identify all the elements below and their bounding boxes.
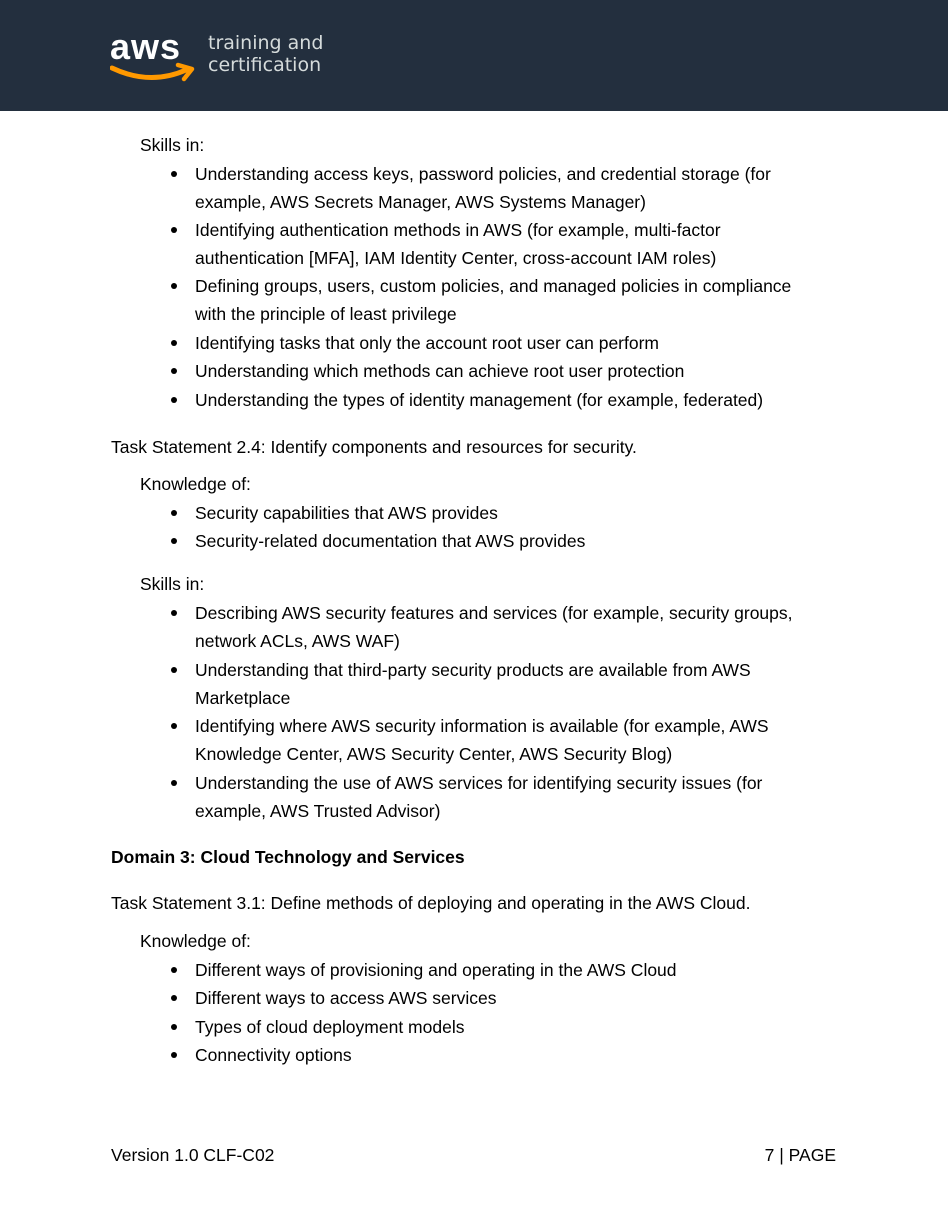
list-item-text: Understanding which methods can achieve root user protection [195, 361, 685, 381]
list-item-text: Identifying where AWS security information is available (for example, AWS [195, 716, 769, 736]
list-item-text: Connectivity options [195, 1045, 352, 1065]
bullet-icon [171, 1052, 177, 1058]
aws-smile-icon [110, 62, 200, 84]
bullet-icon [171, 780, 177, 786]
list-item-text: with the principle of least privilege [195, 304, 457, 324]
logo-tagline [208, 32, 368, 76]
footer-page-number: 7 | PAGE [764, 1145, 836, 1165]
list-item-text: example, AWS Secrets Manager, AWS Systems Manager) [195, 192, 646, 212]
list-item-text: network ACLs, AWS WAF) [195, 631, 400, 651]
page-header [0, 0, 948, 111]
list-item-text: Security-related documentation that AWS provides [195, 531, 586, 551]
list-item-text: Different ways of provisioning and operating in the AWS Cloud [195, 960, 677, 980]
knowledge-heading: Knowledge of: [140, 931, 251, 951]
list-item-text: Types of cloud deployment models [195, 1017, 465, 1037]
tagline-line-2: certification [208, 54, 322, 76]
bullet-icon [171, 967, 177, 973]
list-item-text: Understanding the types of identity management (for example, federated) [195, 390, 764, 410]
bullet-icon [171, 340, 177, 346]
bullet-icon [171, 227, 177, 233]
skills-heading: Skills in: [140, 574, 205, 594]
list-item-text: Understanding access keys, password policies, and credential storage (for [195, 164, 771, 184]
list-item-text: Understanding that third-party security products are available from AWS [195, 660, 751, 680]
aws-logo-text: aws [110, 26, 182, 67]
list-item-text: example, AWS Trusted Advisor) [195, 801, 441, 821]
list-item-text: Marketplace [195, 688, 291, 708]
footer-version: Version 1.0 CLF-C02 [111, 1145, 275, 1165]
list-item-text: Different ways to access AWS services [195, 988, 497, 1008]
bullet-icon [171, 538, 177, 544]
list-item-text: authentication [MFA], IAM Identity Center, cross-account IAM roles) [195, 248, 717, 268]
skills-heading: Skills in: [140, 135, 205, 155]
task-statement-2-4: Task Statement 2.4: Identify components and resources for security. [111, 437, 637, 457]
list-item-text: Identifying tasks that only the account root user can perform [195, 333, 659, 353]
bullet-icon [171, 283, 177, 289]
bullet-icon [171, 1024, 177, 1030]
list-item-text: Identifying authentication methods in AWS (for example, multi-factor [195, 220, 721, 240]
task-statement-3-1: Task Statement 3.1: Define methods of deploying and operating in the AWS Cloud. [111, 893, 751, 913]
list-item-text: Defining groups, users, custom policies, and managed policies in compliance [195, 276, 792, 296]
bullet-icon [171, 610, 177, 616]
tagline-line-1: training and [208, 32, 324, 54]
list-item-text: Describing AWS security features and services (for example, security groups, [195, 603, 793, 623]
list-item-text: Understanding the use of AWS services for identifying security issues (for [195, 773, 763, 793]
domain-3-heading: Domain 3: Cloud Technology and Services [111, 847, 465, 867]
bullet-icon [171, 995, 177, 1001]
list-item-text: Knowledge Center, AWS Security Center, AWS Security Blog) [195, 744, 673, 764]
bullet-icon [171, 171, 177, 177]
bullet-icon [171, 397, 177, 403]
bullet-icon [171, 368, 177, 374]
bullet-icon [171, 510, 177, 516]
knowledge-heading: Knowledge of: [140, 474, 251, 494]
list-item-text: Security capabilities that AWS provides [195, 503, 498, 523]
bullet-icon [171, 667, 177, 673]
bullet-icon [171, 723, 177, 729]
